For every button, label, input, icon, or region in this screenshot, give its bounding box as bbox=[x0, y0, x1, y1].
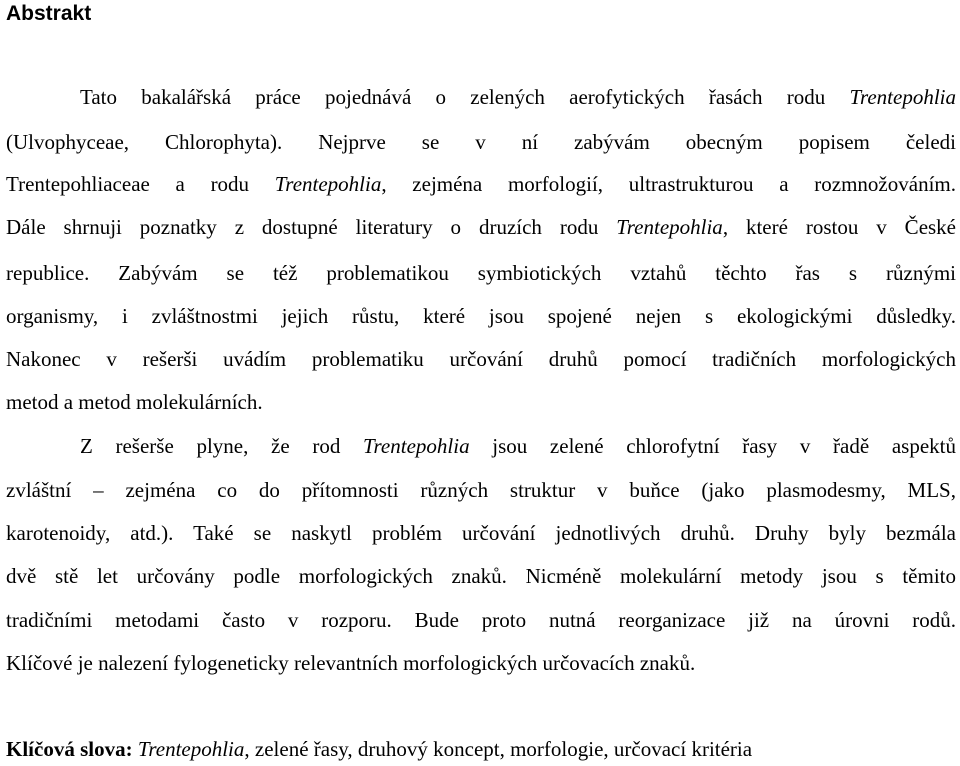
genus-name: Trentepohlia bbox=[274, 172, 382, 196]
keywords-list: , zelené řasy, druhový koncept, morfologie, určovací kritéria bbox=[244, 737, 753, 761]
paragraph-1-line-6 bbox=[6, 303, 956, 329]
text-segment: Nakonec v rešerši uvádím problematiku určování druhů pomocí tradičních morfologických bbox=[6, 347, 956, 371]
text-segment: dvě stě let určovány podle morfologických znaků. Nicméně molekulární metody jsou s těmito bbox=[6, 564, 956, 588]
paragraph-2-line-4 bbox=[6, 563, 956, 589]
paragraph-1-line-3 bbox=[6, 171, 956, 197]
text-segment: Klíčové je nalezení fylogeneticky relevantních morfologických určovacích znaků. bbox=[6, 651, 696, 675]
text-segment: Trentepohliaceae a rodu bbox=[6, 172, 275, 196]
text-segment: zvláštní – zejména co do přítomnosti různých struktur v buňce (jako plasmodesmy, MLS, bbox=[6, 478, 956, 502]
text-segment: , zejména morfologií, ultrastrukturou a rozmnožováním. bbox=[381, 172, 956, 196]
genus-name: Trentepohlia bbox=[849, 85, 956, 109]
text-segment: metod a metod molekulárních. bbox=[6, 390, 263, 414]
paragraph-1-line-7 bbox=[6, 346, 956, 372]
genus-name: Trentepohlia bbox=[363, 434, 470, 458]
text-segment: organismy, i zvláštnostmi jejich růstu, které jsou spojené nejen s ekologickými důsledky. bbox=[6, 304, 956, 328]
paragraph-2-line-1 bbox=[6, 433, 956, 459]
paragraph-2-line-6 bbox=[6, 650, 956, 676]
genus-name: Trentepohlia bbox=[616, 215, 723, 239]
text-segment: (Ulvophyceae, Chlorophyta). Nejprve se v ní zabývám obecným popisem čeledi bbox=[6, 130, 956, 154]
text-segment: Z rešerše plyne, že rod bbox=[80, 434, 364, 458]
text-segment: Tato bakalářská práce pojednává o zelených aerofytických řasách rodu bbox=[80, 85, 850, 109]
abstract-heading: Abstrakt bbox=[6, 2, 92, 25]
text-segment: tradičními metodami často v rozporu. Bude proto nutná reorganizace již na úrovni rodů. bbox=[6, 608, 956, 632]
text-segment: , které rostou v České bbox=[722, 215, 957, 239]
paragraph-2-line-5 bbox=[6, 607, 956, 633]
paragraph-2-line-2 bbox=[6, 477, 956, 503]
text-segment: republice. Zabývám se též problematikou symbiotických vztahů těchto řas s různými bbox=[6, 261, 956, 285]
paragraph-1-line-4 bbox=[6, 214, 956, 240]
paragraph-1-line-2 bbox=[6, 129, 956, 155]
text-segment: jsou zelené chlorofytní řasy v řadě aspektů bbox=[469, 434, 956, 458]
paragraph-1-line-1 bbox=[6, 84, 956, 110]
keywords-label: Klíčová slova: bbox=[6, 737, 133, 761]
text-segment: karotenoidy, atd.). Také se naskytl problém určování jednotlivých druhů. Druhy byly bezmála bbox=[6, 521, 956, 545]
paragraph-2-line-3 bbox=[6, 520, 956, 546]
paragraph-1-line-8 bbox=[6, 389, 956, 415]
keyword-genus: Trentepohlia bbox=[137, 737, 245, 761]
keywords-line bbox=[6, 736, 956, 762]
text-segment: Dále shrnuji poznatky z dostupné literatury o druzích rodu bbox=[6, 215, 617, 239]
paragraph-1-line-5 bbox=[6, 260, 956, 286]
